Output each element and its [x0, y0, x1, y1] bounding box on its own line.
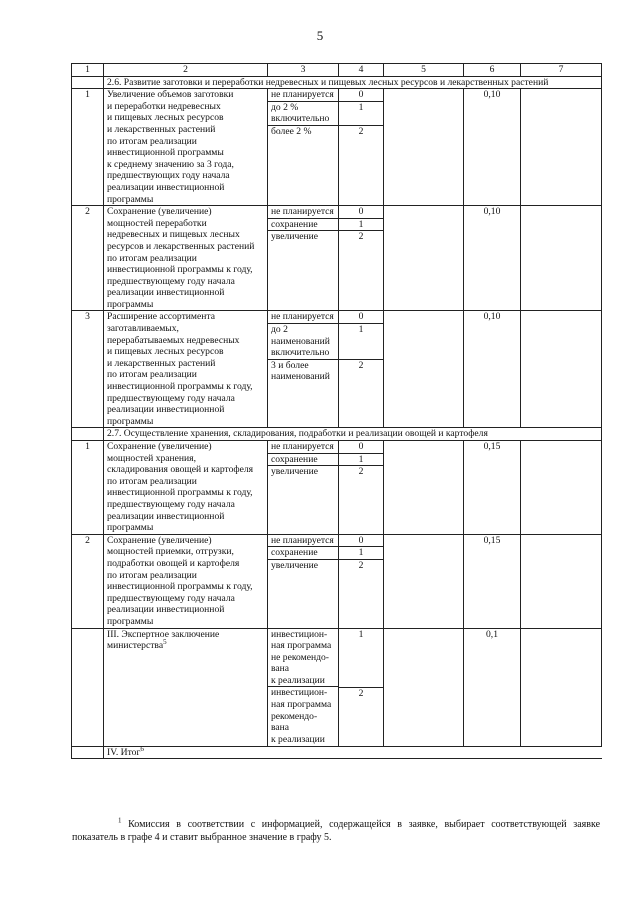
- description-line: инвестиционной программы к году,: [107, 581, 253, 593]
- indicator-line: включительно: [271, 347, 330, 359]
- points-value: 2: [358, 231, 364, 243]
- indicator-line: увеличение: [271, 466, 319, 478]
- description-line: к среднему значению за 3 года,: [107, 158, 234, 170]
- indicator-line: ная программа: [271, 699, 332, 711]
- indicator-line: сохранение: [271, 453, 318, 465]
- indicator-line: до 2 %: [271, 101, 299, 113]
- value-cell: [384, 441, 464, 535]
- description-line: и пищевых лесных ресурсов: [107, 112, 224, 124]
- points-value: 2: [358, 466, 364, 478]
- points-value: 0: [339, 441, 383, 454]
- description-line: реализации инвестиционной: [107, 404, 225, 416]
- description-line: программы: [107, 415, 154, 427]
- value-cell: [384, 534, 464, 628]
- footnote-marker: 6: [140, 744, 144, 753]
- indicator-option: [268, 102, 338, 126]
- value-cell: [384, 311, 464, 428]
- indicator-option: [268, 206, 338, 219]
- points-value: 2: [358, 359, 364, 371]
- indicator-option: [268, 560, 338, 572]
- description-line: Увеличение объемов заготовки: [107, 89, 234, 101]
- value-cell: [384, 206, 464, 311]
- value-cell: [384, 89, 464, 206]
- expert-title: [104, 628, 268, 746]
- description-line: Расширение ассортимента: [107, 311, 215, 323]
- description-line: Сохранение (увеличение): [107, 441, 212, 452]
- criterion-row: [72, 534, 602, 628]
- description-line: предшествующему году начала: [107, 392, 235, 404]
- note-cell: [521, 534, 602, 628]
- criterion-row: [72, 311, 602, 428]
- indicator-cell: [268, 206, 339, 311]
- indicator-option: [268, 360, 338, 383]
- expert-row: [72, 628, 602, 746]
- indicator-line: сохранение: [271, 547, 318, 559]
- description-line: мощностей переработки: [107, 217, 207, 229]
- points-value: 2: [358, 559, 364, 571]
- description-line: Сохранение (увеличение): [107, 206, 212, 218]
- weight-cell: 0,1: [464, 628, 521, 746]
- indicator-cell: [268, 628, 339, 746]
- criterion-row: [72, 89, 602, 206]
- description-line: по итогам реализации: [107, 135, 197, 147]
- indicator-line: увеличение: [271, 231, 319, 243]
- section-row: [72, 428, 602, 441]
- weight-cell: 0,10: [464, 206, 521, 311]
- description-line: инвестиционной программы к году,: [107, 487, 253, 499]
- indicator-line: к реализации: [271, 674, 325, 686]
- indicator-option: [268, 219, 338, 232]
- description-line: недревесных и пищевых лесных: [107, 229, 240, 241]
- header-row: [72, 64, 602, 77]
- criteria-table: [71, 63, 602, 759]
- weight-cell: 0,10: [464, 89, 521, 206]
- section-blank: [72, 428, 104, 441]
- description-line: мощностей приемки, отгрузки,: [107, 546, 234, 558]
- indicator-cell: [268, 89, 339, 206]
- description-line: по итогам реализации: [107, 252, 197, 264]
- indicator-option: [268, 89, 338, 102]
- indicator-option: [268, 231, 338, 243]
- note-cell: [521, 206, 602, 311]
- points-value: 1: [339, 629, 383, 688]
- section-row: [72, 76, 602, 89]
- points-cell: [339, 534, 384, 628]
- indicator-line: включительно: [271, 113, 330, 125]
- description-line: ресурсов и лекарственных растений: [107, 240, 255, 252]
- criterion-description: [104, 206, 268, 311]
- note-cell: [521, 628, 602, 746]
- indicator-line: не планируется: [271, 206, 334, 218]
- points-value: 1: [339, 547, 383, 560]
- indicator-line: инвестицион-: [271, 628, 328, 640]
- description-line: и лекарственных растений: [107, 123, 216, 135]
- description-line: и лекарственных растений: [107, 357, 216, 369]
- column-number: 6: [464, 64, 521, 77]
- indicator-option: [268, 687, 338, 745]
- indicator-line: ная программа: [271, 640, 332, 652]
- description-line: программы: [107, 193, 154, 205]
- indicator-line: более 2 %: [271, 125, 312, 137]
- weight-cell: 0,15: [464, 534, 521, 628]
- criterion-row: [72, 441, 602, 535]
- points-cell: [339, 311, 384, 428]
- description-line: складирования овощей и картофеля: [107, 464, 254, 476]
- indicator-line: вана: [271, 722, 290, 734]
- description-line: предшествующих году начала: [107, 170, 230, 182]
- indicator-line: не планируется: [271, 311, 334, 323]
- description-line: инвестиционной программы: [107, 147, 224, 159]
- points-value: 1: [339, 219, 383, 232]
- row-number: 2: [72, 534, 104, 628]
- description-line: реализации инвестиционной: [107, 287, 225, 299]
- points-value: 0: [339, 206, 383, 219]
- points-value: 0: [339, 311, 383, 324]
- footnote-marker: 5: [163, 637, 167, 646]
- description-line: предшествующему году начала: [107, 498, 235, 510]
- value-cell: [384, 628, 464, 746]
- indicator-line: не планируется: [271, 534, 334, 546]
- description-line: мощностей хранения,: [107, 452, 196, 464]
- section-title: 2.6. Развитие заготовки и переработки недревесных и пищевых лесных ресурсов и лекарственных растений: [104, 76, 602, 89]
- section-title: 2.7. Осуществление хранения, складирования, подработки и реализации овощей и картофеля: [104, 428, 602, 441]
- indicator-option: [268, 454, 338, 467]
- indicator-line: вана: [271, 663, 290, 675]
- indicator-option: [268, 535, 338, 548]
- description-line: программы: [107, 615, 154, 627]
- indicator-option: [268, 441, 338, 454]
- column-number: 1: [72, 64, 104, 77]
- column-number: 4: [339, 64, 384, 77]
- row-number: 3: [72, 311, 104, 428]
- description-line: подработки овощей и картофеля: [107, 557, 240, 569]
- description-line: предшествующему году начала: [107, 275, 235, 287]
- criterion-description: [104, 441, 268, 535]
- row-number: 1: [72, 89, 104, 206]
- section-blank: [72, 76, 104, 89]
- description-line: программы: [107, 522, 154, 534]
- description-line: заготавливаемых,: [107, 323, 179, 335]
- description-line: реализации инвестиционной: [107, 181, 225, 193]
- row-number: 1: [72, 441, 104, 535]
- indicator-line: рекомендо-: [271, 710, 318, 722]
- points-cell: [339, 628, 384, 746]
- description-line: и пищевых лесных ресурсов: [107, 346, 224, 358]
- indicator-option: [268, 324, 338, 360]
- description-line: и переработки недревесных: [107, 100, 221, 112]
- indicator-line: наименований: [271, 335, 330, 347]
- indicator-option: [268, 466, 338, 478]
- indicator-line: до 2: [271, 324, 288, 336]
- column-number: 7: [521, 64, 602, 77]
- page-number: 5: [316, 28, 324, 43]
- criterion-description: [104, 311, 268, 428]
- total-label: [104, 746, 602, 759]
- indicator-line: не рекомендо-: [271, 651, 329, 663]
- description-line: инвестиционной программы к году,: [107, 381, 253, 393]
- indicator-line: к реализации: [271, 733, 325, 745]
- total-label-text: IV. Итог: [107, 746, 141, 758]
- description-line: по итогам реализации: [107, 369, 197, 381]
- description-line: по итогам реализации: [107, 475, 197, 487]
- indicator-option: [268, 126, 338, 138]
- indicator-line: 3 и более: [271, 359, 309, 371]
- description-line: по итогам реализации: [107, 569, 197, 581]
- description-line: реализации инвестиционной: [107, 604, 225, 616]
- points-value: 0: [339, 535, 383, 548]
- description-line: предшествующему году начала: [107, 592, 235, 604]
- indicator-cell: [268, 441, 339, 535]
- description-line: реализации инвестиционной: [107, 510, 225, 522]
- points-value: 2: [358, 687, 364, 699]
- indicator-line: увеличение: [271, 559, 319, 571]
- column-number: 3: [268, 64, 339, 77]
- points-value: 1: [339, 454, 383, 467]
- note-cell: [521, 89, 602, 206]
- points-cell: [339, 89, 384, 206]
- total-row: [72, 746, 602, 759]
- indicator-line: не планируется: [271, 441, 334, 452]
- expert-title-text: III. Экспертное заключение министерства: [107, 628, 220, 652]
- row-number: [72, 628, 104, 746]
- row-number: [72, 746, 104, 759]
- indicator-line: не планируется: [271, 89, 334, 101]
- indicator-option: [268, 547, 338, 560]
- indicator-line: сохранение: [271, 218, 318, 230]
- weight-cell: 0,15: [464, 441, 521, 535]
- criterion-description: [104, 534, 268, 628]
- description-line: программы: [107, 298, 154, 310]
- indicator-option: [268, 311, 338, 324]
- footnote-text: Комиссия в соответствии с информацией, содержащейся в заявке, выбирает соответствующей заявке показатель в графе 4 и ставит выбранное значение в графу 5.: [72, 819, 601, 843]
- points-value: 2: [358, 125, 364, 137]
- weight-cell: 0,10: [464, 311, 521, 428]
- points-cell: [339, 206, 384, 311]
- note-cell: [521, 441, 602, 535]
- criterion-description: [104, 89, 268, 206]
- row-number: 2: [72, 206, 104, 311]
- points-value: 0: [339, 89, 383, 102]
- column-number: 2: [104, 64, 268, 77]
- note-cell: [521, 311, 602, 428]
- indicator-line: инвестицион-: [271, 687, 328, 699]
- description-line: Сохранение (увеличение): [107, 534, 212, 546]
- footnote-marker: 1: [118, 816, 122, 825]
- indicator-option: [268, 629, 338, 688]
- points-value: 1: [339, 324, 383, 360]
- points-cell: [339, 441, 384, 535]
- indicator-cell: [268, 534, 339, 628]
- indicator-cell: [268, 311, 339, 428]
- description-line: перерабатываемых недревесных: [107, 334, 240, 346]
- indicator-line: наименований: [271, 371, 330, 383]
- description-line: инвестиционной программы к году,: [107, 264, 253, 276]
- column-number: 5: [384, 64, 464, 77]
- points-value: 1: [339, 102, 383, 126]
- criterion-row: [72, 206, 602, 311]
- footnote: [72, 818, 600, 844]
